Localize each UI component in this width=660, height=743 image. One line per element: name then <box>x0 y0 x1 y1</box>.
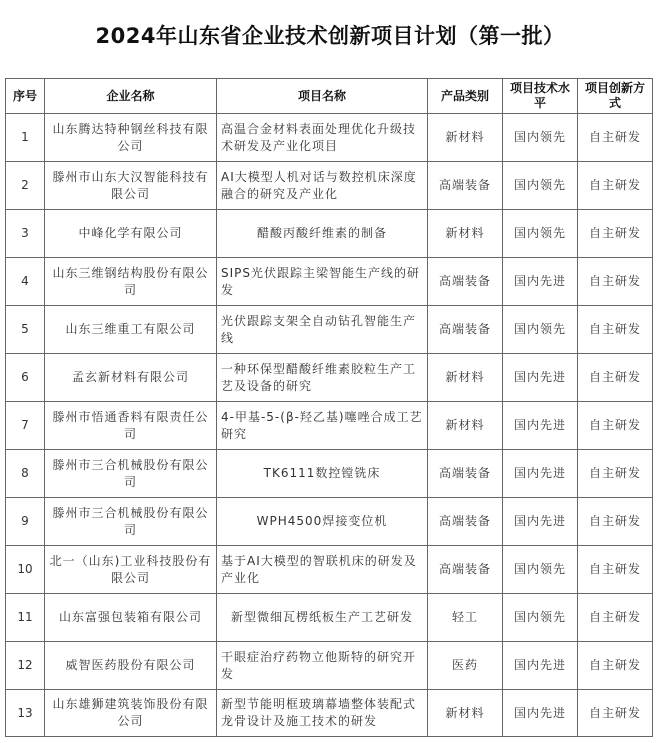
table-row <box>6 162 653 210</box>
title-area <box>0 0 660 78</box>
cell-seq: 8 <box>6 450 45 498</box>
cell-level: 国内先进 <box>503 258 578 306</box>
cell-project: WPH4500焊接变位机 <box>217 498 428 546</box>
table-row <box>6 258 653 306</box>
table-row <box>6 690 653 737</box>
table-row <box>6 402 653 450</box>
cell-category: 高端装备 <box>428 258 503 306</box>
cell-category: 新材料 <box>428 690 503 737</box>
cell-project: 醋酸丙酸纤维素的制备 <box>217 210 428 258</box>
cell-mode: 自主研发 <box>578 354 653 402</box>
cell-seq: 11 <box>6 594 45 642</box>
cell-category: 新材料 <box>428 210 503 258</box>
cell-level: 国内领先 <box>503 594 578 642</box>
cell-level: 国内领先 <box>503 306 578 354</box>
cell-level: 国内先进 <box>503 402 578 450</box>
header-mode: 项目创新方式 <box>578 79 653 114</box>
cell-level: 国内领先 <box>503 162 578 210</box>
cell-mode: 自主研发 <box>578 162 653 210</box>
cell-company: 山东富强包装箱有限公司 <box>45 594 217 642</box>
cell-seq: 13 <box>6 690 45 737</box>
cell-seq: 4 <box>6 258 45 306</box>
cell-project: 基于AI大模型的智联机床的研发及产业化 <box>217 546 428 594</box>
cell-company: 中峰化学有限公司 <box>45 210 217 258</box>
cell-level: 国内先进 <box>503 354 578 402</box>
cell-seq: 2 <box>6 162 45 210</box>
cell-mode: 自主研发 <box>578 690 653 737</box>
cell-level: 国内先进 <box>503 498 578 546</box>
cell-mode: 自主研发 <box>578 306 653 354</box>
cell-mode: 自主研发 <box>578 402 653 450</box>
table-row <box>6 546 653 594</box>
cell-seq: 3 <box>6 210 45 258</box>
cell-category: 新材料 <box>428 354 503 402</box>
table-row <box>6 306 653 354</box>
cell-company: 滕州市三合机械股份有限公司 <box>45 450 217 498</box>
cell-company: 山东三维重工有限公司 <box>45 306 217 354</box>
header-company: 企业名称 <box>45 79 217 114</box>
table-row <box>6 210 653 258</box>
cell-mode: 自主研发 <box>578 114 653 162</box>
cell-project: 新型节能明框玻璃幕墙整体装配式龙骨设计及施工技术的研发 <box>217 690 428 737</box>
header-project: 项目名称 <box>217 79 428 114</box>
cell-seq: 1 <box>6 114 45 162</box>
cell-mode: 自主研发 <box>578 450 653 498</box>
cell-category: 高端装备 <box>428 306 503 354</box>
cell-company: 滕州市悟通香料有限责任公司 <box>45 402 217 450</box>
cell-project: 高温合金材料表面处理优化升级技术研发及产业化项目 <box>217 114 428 162</box>
cell-project: 干眼症治疗药物立他斯特的研究开发 <box>217 642 428 690</box>
table-header-row <box>6 79 653 114</box>
cell-company: 威智医药股份有限公司 <box>45 642 217 690</box>
cell-category: 高端装备 <box>428 162 503 210</box>
cell-project: TK6111数控镗铣床 <box>217 450 428 498</box>
cell-level: 国内先进 <box>503 690 578 737</box>
cell-seq: 10 <box>6 546 45 594</box>
cell-company: 山东腾达特种钢丝科技有限公司 <box>45 114 217 162</box>
cell-company: 滕州市三合机械股份有限公司 <box>45 498 217 546</box>
table-row <box>6 450 653 498</box>
cell-company: 山东雄狮建筑装饰股份有限公司 <box>45 690 217 737</box>
cell-level: 国内领先 <box>503 210 578 258</box>
cell-project: AI大模型人机对话与数控机床深度融合的研究及产业化 <box>217 162 428 210</box>
header-seq: 序号 <box>6 79 45 114</box>
header-category: 产品类别 <box>428 79 503 114</box>
cell-category: 高端装备 <box>428 498 503 546</box>
cell-mode: 自主研发 <box>578 642 653 690</box>
cell-company: 山东三维钢结构股份有限公司 <box>45 258 217 306</box>
cell-company: 北一（山东)工业科技股份有限公司 <box>45 546 217 594</box>
cell-category: 新材料 <box>428 114 503 162</box>
header-level: 项目技术水平 <box>503 79 578 114</box>
cell-mode: 自主研发 <box>578 594 653 642</box>
table-row <box>6 594 653 642</box>
table-row <box>6 498 653 546</box>
cell-level: 国内领先 <box>503 546 578 594</box>
cell-seq: 7 <box>6 402 45 450</box>
cell-level: 国内领先 <box>503 114 578 162</box>
cell-project: 光伏跟踪支架全自动钻孔智能生产线 <box>217 306 428 354</box>
cell-seq: 12 <box>6 642 45 690</box>
cell-category: 高端装备 <box>428 450 503 498</box>
cell-seq: 5 <box>6 306 45 354</box>
cell-project: 4-甲基-5-(β-羟乙基)噻唑合成工艺研究 <box>217 402 428 450</box>
cell-seq: 9 <box>6 498 45 546</box>
table-row <box>6 354 653 402</box>
table-row <box>6 114 653 162</box>
cell-seq: 6 <box>6 354 45 402</box>
cell-level: 国内先进 <box>503 450 578 498</box>
cell-category: 高端装备 <box>428 546 503 594</box>
cell-company: 孟玄新材料有限公司 <box>45 354 217 402</box>
cell-mode: 自主研发 <box>578 546 653 594</box>
cell-project: 一种环保型醋酸纤维素胶粒生产工艺及设备的研究 <box>217 354 428 402</box>
cell-category: 医药 <box>428 642 503 690</box>
cell-mode: 自主研发 <box>578 498 653 546</box>
cell-project: 新型微细瓦楞纸板生产工艺研发 <box>217 594 428 642</box>
cell-company: 滕州市山东大汉智能科技有限公司 <box>45 162 217 210</box>
cell-mode: 自主研发 <box>578 210 653 258</box>
cell-category: 轻工 <box>428 594 503 642</box>
project-table <box>5 78 653 737</box>
table-row <box>6 642 653 690</box>
cell-mode: 自主研发 <box>578 258 653 306</box>
cell-category: 新材料 <box>428 402 503 450</box>
cell-project: SIPS光伏跟踪主梁智能生产线的研发 <box>217 258 428 306</box>
cell-level: 国内先进 <box>503 642 578 690</box>
page-title: 2024年山东省企业技术创新项目计划（第一批） <box>95 24 565 48</box>
